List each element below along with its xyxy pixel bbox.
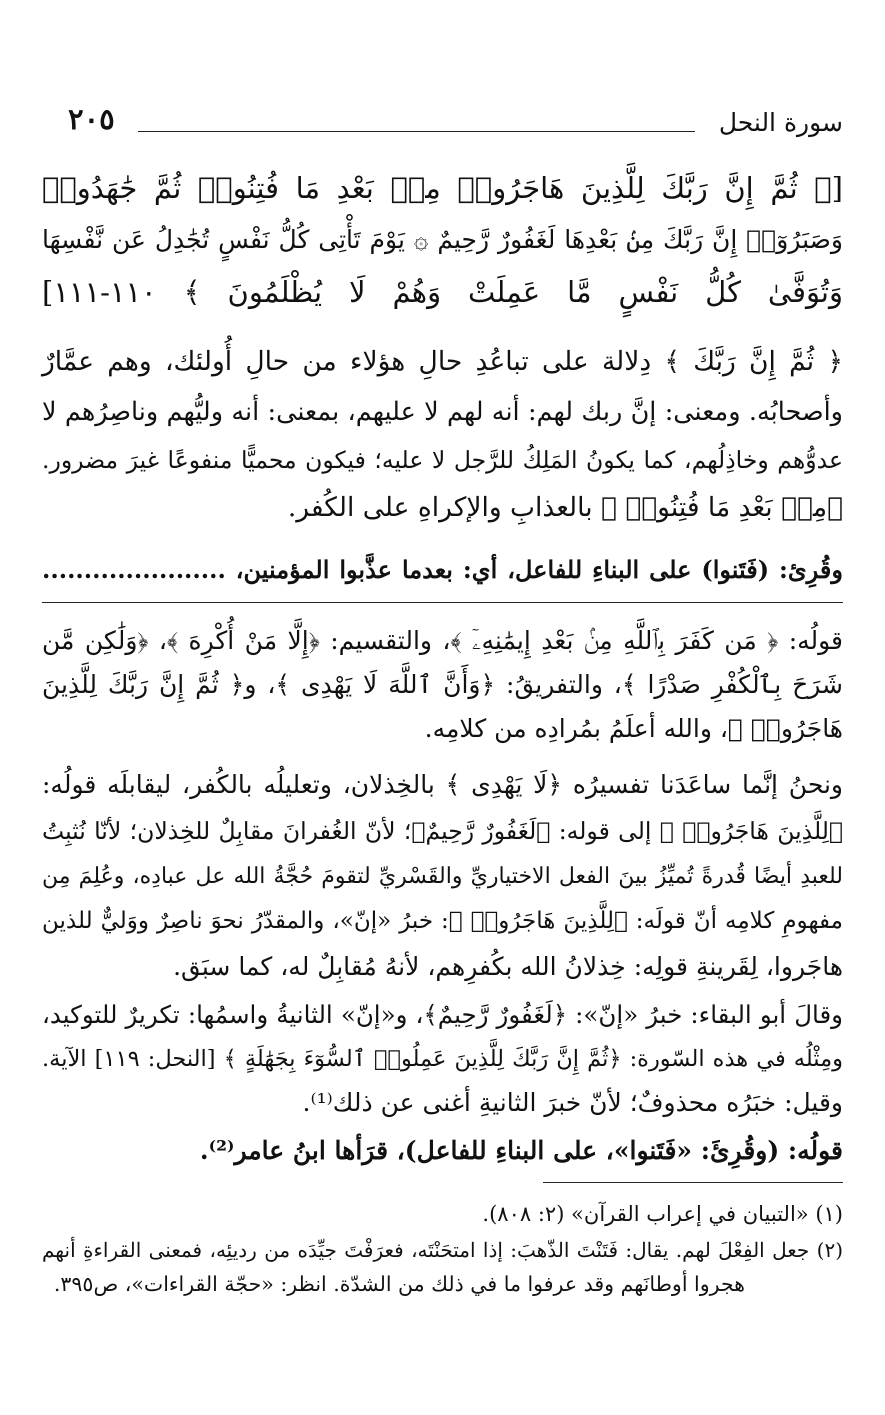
- header-rule: [138, 131, 695, 132]
- commentary-line: وقيل: خبَرُه محذوفٌ؛ لأنّ خبرَ الثانيةِ أغنى عن ذلك⁽¹⁾.: [302, 1088, 843, 1117]
- tafsir-line: ﴿مِنۢ بَعْدِ مَا فُتِنُوا۟ ﴾ بالعذابِ والإكراهِ على الكُفر.: [287, 492, 843, 523]
- footnote-2: (٢) جعل الفِعْلَ لهم. يقال: فَتَنْتَ الذّهبَ: إذا امتحَنْتَه، فعرَفْتَ جيِّدَه من رديئِه، فمعنى القراءةِ أنهم: [42, 1238, 843, 1262]
- footnote-rule: [543, 1182, 843, 1183]
- commentary-line: هاجَروا، لِقَرينةِ قولِه: خِذلانُ الله بكُفرِهم، لأنهُ مُقابِلٌ له، كما سبَق.: [173, 952, 843, 981]
- text-divider: [42, 602, 843, 603]
- page-number: ٢٠٥: [68, 102, 115, 136]
- commentary-line: هَاجَرُوا۟ ﴾، والله أعلَمُ بمُرادِه من كلامِه.: [424, 714, 843, 743]
- footnote-1: (١) «التبيان في إعراب القرآن» (٢: ٨٠٨).: [482, 1202, 843, 1226]
- tafsir-line-reading: وقُرِئ: (فَتَنوا) على البناءِ للفاعل، أي: بعدما عذَّبوا المؤمنين، ......................: [42, 555, 843, 584]
- verse-line: وَصَبَرُوٓا۟ إِنَّ رَبَّكَ مِنۢ بَعْدِهَا لَغَفُورٌ رَّحِيمٌ ۞ يَوْمَ تَأْتِى كُلُّ نَفْسٍ تُجَٰدِلُ عَن نَّفْسِهَا: [42, 225, 843, 254]
- commentary-line: قولُه: ﴿ مَن كَفَرَ بِٱللَّهِ مِنۢ بَعْدِ إِيمَٰنِهِۦٓ ﴾، والتقسيم: ﴿إِلَّا مَنْ أُكْرِهَ ﴾، ﴿وَلَٰكِن مَّن: [42, 626, 843, 655]
- page-header: [68, 104, 843, 144]
- tafsir-line: وأصحابُه. ومعنى: إنَّ ربك لهم: أنه لهم لا عليهم، بمعنى: أنه وليُّهم وناصِرُهم لا: [42, 397, 843, 427]
- commentary-line: شَرَحَ بِٱلْكُفْرِ صَدْرًا ﴾، والتفريقُ: ﴿وَأَنَّ ٱللَّهَ لَا يَهْدِى ﴾، و﴿ ثُمَّ إِنَّ رَبَّكَ لِلَّذِينَ: [42, 670, 843, 699]
- footnote-2-cont: هجروا أوطانَهم وقد عرفوا ما في ذلك من الشدّة. انظر: «حجّة القراءات»، ص٣٩٥.: [53, 1272, 745, 1296]
- commentary-line: قولُه: (وقُرِئَ: «فَتَنوا»، على البناءِ للفاعل)، قرَأها ابنُ عامر⁽²⁾.: [199, 1136, 843, 1165]
- commentary-line: ونحنُ إنَّما ساعَدَنا تفسيرُه ﴿لَا يَهْدِى ﴾ بالخِذلان، وتعليلُه بالكُفر، ليقابلَه قولُه:: [42, 770, 843, 799]
- commentary-line: ﴿لِلَّذِينَ هَاجَرُوا۟ ﴾ إلى قوله: ﴿لَغَفُورٌ رَّحِيمٌ﴾؛ لأنّ الغُفرانَ مقابِلٌ للخِذلان؛ لأنّا نُثبِتُ: [42, 817, 843, 845]
- verse-line: وَتُوَفَّىٰ كُلُّ نَفْسٍ مَّا عَمِلَتْ وَهُمْ لَا يُظْلَمُونَ ﴾ ١١٠-١١١]: [42, 275, 843, 309]
- commentary-line: وقالَ أبو البقاء: خبرُ «إنّ»: ﴿لَغَفُورٌ رَّحِيمٌ﴾، و«إنّ» الثانيةُ واسمُها: تكريرٌ للتوكيد،: [42, 1000, 843, 1029]
- tafsir-line: ﴿ ثُمَّ إِنَّ رَبَّكَ ﴾ دِلالة على تباعُدِ حالِ هؤلاء من حالِ أُولئك، وهم عمَّارٌ: [42, 346, 843, 377]
- commentary-line: للعبدِ أيضًا قُدرةً تُميِّزُ بينَ الفعل الاختياريِّ والقَسْريِّ لتقومَ حُجَّةُ الله عل عبادِه، وعُلِمَ مِن: [42, 864, 843, 889]
- surah-title: سورة النحل: [718, 108, 843, 137]
- commentary-line: مفهومِ كلامِه أنّ قولَه: ﴿لِلَّذِينَ هَاجَرُوا۟ ﴾: خبرُ «إنّ»، والمقدّرُ نحوَ ناصِرٌ ووَليٌّ للذين: [42, 908, 843, 934]
- verse-line: [﴿ ثُمَّ إِنَّ رَبَّكَ لِلَّذِينَ هَاجَرُوا۟ مِنۢ بَعْدِ مَا فُتِنُوا۟ ثُمَّ جَٰهَدُوا۟: [42, 171, 843, 205]
- commentary-line: ومِثْلُه في هذه السّورة: ﴿ثُمَّ إِنَّ رَبَّكَ لِلَّذِينَ عَمِلُوا۟ ٱلسُّوٓءَ بِجَهَٰلَةٍ ﴾ [النحل: ١١٩] الآية.: [42, 1046, 843, 1072]
- tafsir-line: عدوُّهم وخاذِلُهم، كما يكونُ المَلِكُ للرَّجل لا عليه؛ فيكون محميًّا منفوعًا غيرَ مضرور.: [42, 446, 843, 474]
